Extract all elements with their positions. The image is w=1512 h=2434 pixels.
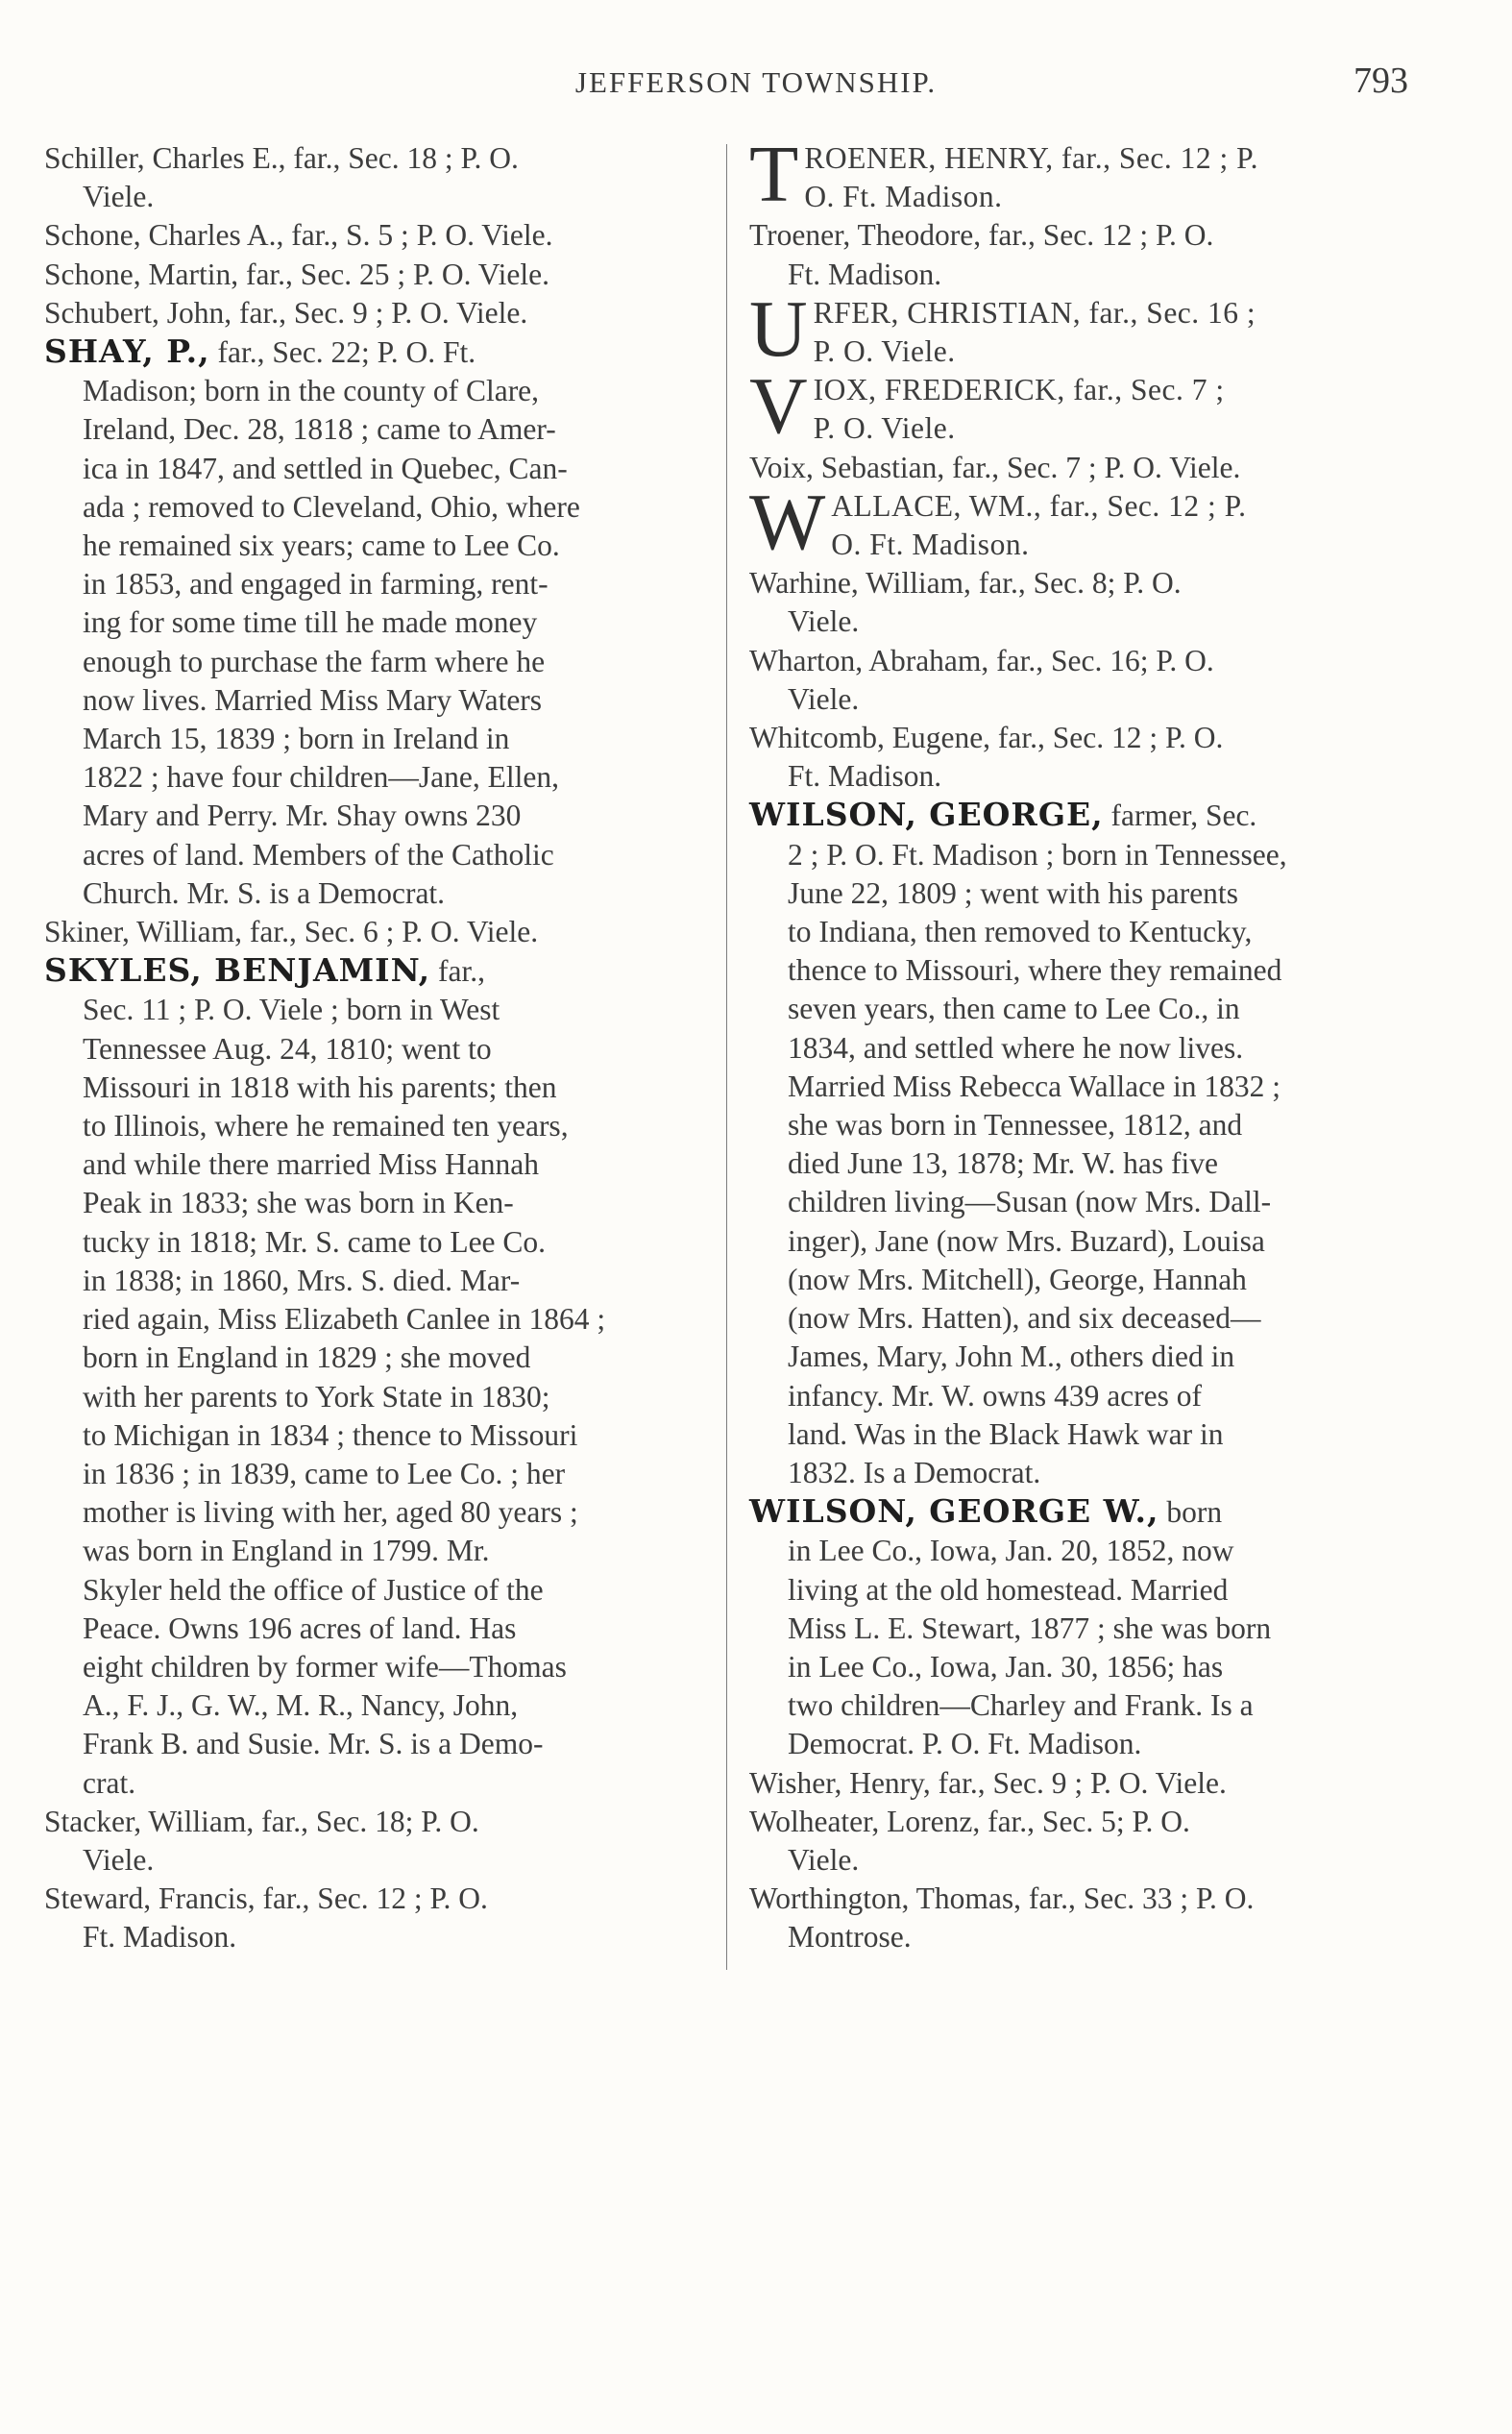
entry-continuation-line: tucky in 1818; Mr. S. came to Lee Co. — [83, 1224, 547, 1259]
directory-entry — [749, 487, 1401, 564]
entry-continuation-line: 2 ; P. O. Ft. Madison ; born in Tennessee, — [788, 837, 1287, 872]
entry-continuation-line: Ft. Madison. — [788, 759, 942, 794]
entry-continuation-line: Married Miss Rebecca Wallace in 1832 ; — [788, 1069, 1280, 1103]
entry-continuation-line: died June 13, 1878; Mr. W. has five — [788, 1146, 1218, 1181]
entry-continuation-line: crat. — [83, 1765, 136, 1800]
entry-continuation-line: (now Mrs. Mitchell), George, Hannah — [788, 1262, 1247, 1296]
entry-continuation-line: seven years, then came to Lee Co., in — [788, 992, 1240, 1026]
entry-line: Schiller, Charles E., far., Sec. 18 ; P. O. — [44, 141, 519, 175]
entry-continuation-line: Church. Mr. S. is a Democrat. — [83, 875, 446, 910]
running-title: JEFFERSON TOWNSHIP. — [574, 65, 938, 99]
entry-line: ALLACE, WM., far., Sec. 12 ; P. — [831, 488, 1247, 523]
entry-continuation-line: Missouri in 1818 with his parents; then — [83, 1069, 557, 1104]
entry-continuation-line: O. Ft. Madison. — [831, 528, 1030, 562]
entry-continuation-line: June 22, 1809 ; went with his parents — [788, 875, 1238, 910]
entry-continuation-line: she was born in Tennessee, 1812, and — [788, 1108, 1243, 1143]
directory-entry — [44, 256, 701, 294]
entry-line: Wolheater, Lorenz, far., Sec. 5; P. O. — [749, 1804, 1190, 1838]
page-header — [0, 60, 1512, 117]
directory-entry — [749, 1803, 1401, 1880]
entry-continuation-line: born in England in 1829 ; she moved — [83, 1340, 531, 1375]
directory-entry — [44, 951, 701, 1802]
entry-continuation-line: March 15, 1839 ; born in Ireland in — [83, 722, 510, 756]
entry-line: Worthington, Thomas, far., Sec. 33 ; P. O. — [749, 1881, 1255, 1916]
entry-continuation-line: infancy. Mr. W. owns 439 acres of — [788, 1378, 1203, 1413]
entry-line: RFER, CHRISTIAN, far., Sec. 16 ; — [813, 295, 1256, 330]
entry-line: Voix, Sebastian, far., Sec. 7 ; P. O. Viele. — [749, 450, 1241, 484]
entry-continuation-line: in 1853, and engaged in farming, rent- — [83, 567, 549, 602]
entry-continuation-line: P. O. Viele. — [813, 334, 956, 369]
entry-continuation-line: (now Mrs. Hatten), and six deceased— — [788, 1301, 1261, 1336]
entry-continuation-line: Democrat. P. O. Ft. Madison. — [788, 1727, 1142, 1761]
directory-entry — [749, 449, 1401, 487]
entry-continuation-line: enough to purchase the farm where he — [83, 644, 546, 678]
directory-entry — [749, 216, 1401, 293]
entry-continuation-line: and while there married Miss Hannah — [83, 1147, 539, 1182]
directory-entry — [44, 1880, 701, 1956]
entry-continuation-line: to Illinois, where he remained ten years, — [83, 1109, 569, 1143]
directory-entry — [44, 139, 701, 216]
entry-continuation-line: ada ; removed to Cleveland, Ohio, where — [83, 489, 580, 524]
page-number: 793 — [1353, 61, 1408, 101]
entry-line: Schubert, John, far., Sec. 9 ; P. O. Viele. — [44, 295, 528, 330]
entry-line-text: far., — [430, 954, 485, 989]
entry-continuation-line: he remained six years; came to Lee Co. — [83, 529, 560, 563]
entry-line — [44, 951, 701, 991]
entry-continuation-line: Ft. Madison. — [83, 1920, 237, 1955]
entry-line-text: born — [1158, 1495, 1223, 1530]
entry-continuation-line: was born in England in 1799. Mr. — [83, 1534, 490, 1568]
entry-continuation-line: ried again, Miss Elizabeth Canlee in 1864 ; — [83, 1302, 606, 1337]
entry-continuation-line: acres of land. Members of the Catholic — [83, 837, 554, 872]
entry-name-bold: WILSON, GEORGE W., — [749, 1492, 1159, 1531]
entry-name-bold: WILSON, GEORGE, — [749, 796, 1104, 834]
directory-entry — [749, 796, 1401, 1492]
entry-continuation-line: in Lee Co., Iowa, Jan. 20, 1852, now — [788, 1534, 1234, 1568]
entry-line — [749, 796, 1401, 835]
entry-continuation-line: in 1838; in 1860, Mrs. S. died. Mar- — [83, 1263, 521, 1297]
directory-entry — [44, 216, 701, 255]
entry-line: ROENER, HENRY, far., Sec. 12 ; P. — [804, 141, 1258, 175]
entry-line: IOX, FREDERICK, far., Sec. 7 ; — [813, 373, 1225, 407]
directory-entry — [749, 719, 1401, 796]
drop-cap-initial: V — [749, 371, 808, 449]
entry-continuation-line: Sec. 11 ; P. O. Viele ; born in West — [83, 993, 500, 1027]
entry-continuation-line: with her parents to York State in 1830; — [83, 1379, 550, 1414]
entry-line-text: far., Sec. 22; P. O. Ft. — [209, 335, 476, 370]
entry-continuation-line: in Lee Co., Iowa, Jan. 30, 1856; has — [788, 1649, 1224, 1684]
entry-continuation-line: Ft. Madison. — [788, 257, 942, 291]
entry-continuation-line: ica in 1847, and settled in Quebec, Can- — [83, 451, 568, 485]
directory-entry — [749, 1492, 1401, 1763]
entry-continuation-line: Skyler held the office of Justice of the — [83, 1572, 544, 1607]
directory-entry — [749, 1880, 1401, 1956]
entry-continuation-line: Viele. — [83, 180, 155, 214]
drop-cap-initial: T — [749, 139, 799, 217]
directory-entry — [749, 139, 1401, 216]
entry-continuation-line: inger), Jane (now Mrs. Buzard), Louisa — [788, 1223, 1265, 1258]
entry-continuation-line: mother is living with her, aged 80 years ; — [83, 1495, 578, 1530]
entry-continuation-line: O. Ft. Madison. — [804, 180, 1003, 214]
entry-line: Schone, Charles A., far., S. 5 ; P. O. Viele. — [44, 218, 553, 253]
drop-cap-initial: W — [749, 486, 826, 565]
directory-entry — [749, 1764, 1401, 1803]
entry-line: Schone, Martin, far., Sec. 25 ; P. O. Viele. — [44, 257, 549, 291]
entry-continuation-line: A., F. J., G. W., M. R., Nancy, John, — [83, 1688, 519, 1723]
directory-entry — [44, 332, 701, 913]
entry-continuation-line: Viele. — [788, 681, 860, 716]
directory-entry — [749, 642, 1401, 719]
entry-name-bold: SKYLES, BENJAMIN, — [44, 951, 431, 990]
entry-line — [749, 1492, 1401, 1532]
entry-continuation-line: now lives. Married Miss Mary Waters — [83, 682, 543, 717]
entry-continuation-line: to Michigan in 1834 ; thence to Missouri — [83, 1417, 578, 1452]
entry-continuation-line: Mary and Perry. Mr. Shay owns 230 — [83, 799, 522, 833]
entry-continuation-line: Madison; born in the county of Clare, — [83, 374, 540, 408]
entry-continuation-line: P. O. Viele. — [813, 411, 956, 446]
entry-continuation-line: Viele. — [83, 1842, 155, 1877]
column-divider — [726, 144, 727, 1970]
entry-continuation-line: Viele. — [788, 604, 860, 639]
entry-continuation-line: thence to Missouri, where they remained — [788, 953, 1282, 988]
entry-line: Wisher, Henry, far., Sec. 9 ; P. O. Viele. — [749, 1765, 1227, 1800]
entry-continuation-line: Peace. Owns 196 acres of land. Has — [83, 1610, 517, 1645]
entry-continuation-line: land. Was in the Black Hawk war in — [788, 1416, 1224, 1451]
entry-continuation-line: ing for some time till he made money — [83, 605, 538, 640]
entry-line: Whitcomb, Eugene, far., Sec. 12 ; P. O. — [749, 721, 1224, 755]
entry-continuation-line: Miss L. E. Stewart, 1877 ; she was born — [788, 1610, 1272, 1645]
entry-continuation-line: Tennessee Aug. 24, 1810; went to — [83, 1031, 492, 1066]
entry-line: Skiner, William, far., Sec. 6 ; P. O. Viele. — [44, 915, 539, 949]
entry-continuation-line: 1832. Is a Democrat. — [788, 1455, 1041, 1489]
entry-continuation-line: Viele. — [788, 1842, 860, 1877]
entry-continuation-line: eight children by former wife—Thomas — [83, 1649, 567, 1684]
entry-continuation-line: 1834, and settled where he now lives. — [788, 1030, 1244, 1065]
directory-entry — [749, 564, 1401, 641]
entry-line: Warhine, William, far., Sec. 8; P. O. — [749, 566, 1182, 601]
entry-continuation-line: Montrose. — [788, 1920, 912, 1955]
entry-line: Stacker, William, far., Sec. 18; P. O. — [44, 1804, 479, 1838]
entry-continuation-line: Ireland, Dec. 28, 1818 ; came to Amer- — [83, 412, 556, 447]
entry-continuation-line: children living—Susan (now Mrs. Dall- — [788, 1185, 1272, 1219]
entry-line-text: farmer, Sec. — [1103, 799, 1257, 833]
entry-continuation-line: in 1836 ; in 1839, came to Lee Co. ; her — [83, 1456, 566, 1490]
directory-entry — [44, 294, 701, 332]
directory-entry — [44, 1803, 701, 1880]
entry-continuation-line: Peak in 1833; she was born in Ken- — [83, 1186, 514, 1220]
entry-continuation-line: two children—Charley and Frank. Is a — [788, 1688, 1254, 1723]
directory-entry — [749, 371, 1401, 448]
entry-line — [44, 332, 701, 372]
entry-continuation-line: 1822 ; have four children—Jane, Ellen, — [83, 760, 559, 795]
directory-entry — [44, 913, 701, 951]
entry-line: Wharton, Abraham, far., Sec. 16; P. O. — [749, 643, 1214, 677]
drop-cap-initial: U — [749, 293, 808, 372]
entry-line: Steward, Francis, far., Sec. 12 ; P. O. — [44, 1881, 488, 1916]
entry-line: Troener, Theodore, far., Sec. 12 ; P. O. — [749, 218, 1214, 253]
entry-name-bold: SHAY, P., — [44, 332, 210, 371]
entry-continuation-line: to Indiana, then removed to Kentucky, — [788, 915, 1253, 949]
right-column — [749, 139, 1401, 1957]
entry-continuation-line: living at the old homestead. Married — [788, 1572, 1229, 1607]
left-column — [44, 139, 701, 1957]
entry-continuation-line: James, Mary, John M., others died in — [788, 1340, 1235, 1374]
entry-continuation-line: Frank B. and Susie. Mr. S. is a Demo- — [83, 1727, 544, 1761]
directory-entry — [749, 294, 1401, 371]
